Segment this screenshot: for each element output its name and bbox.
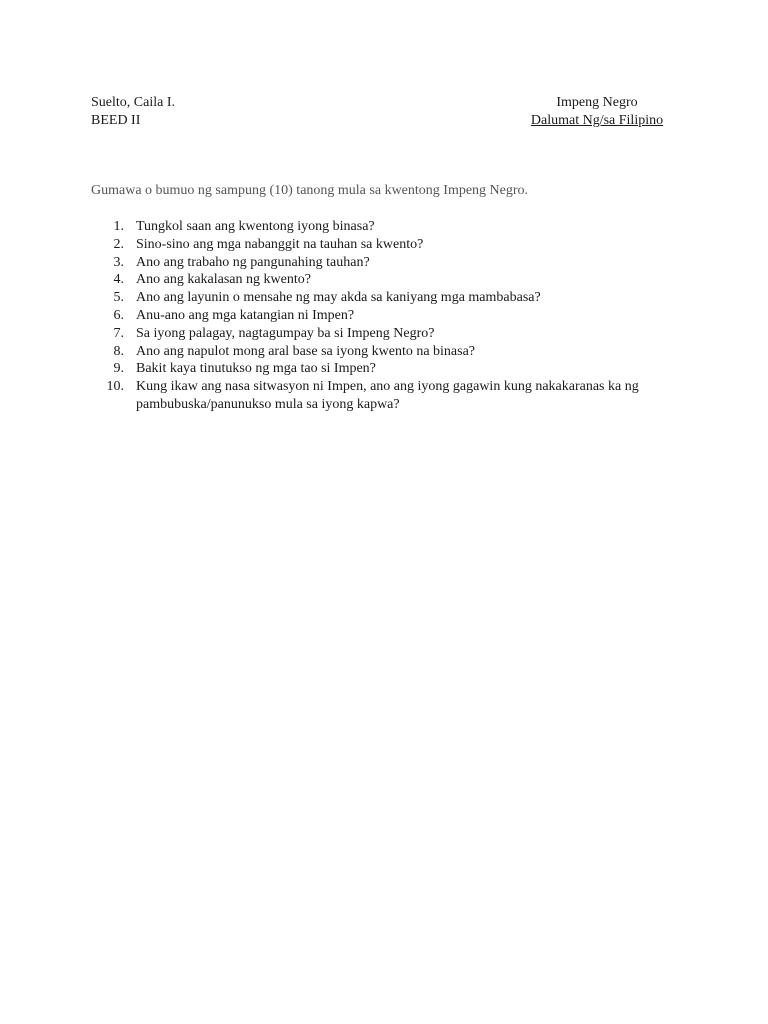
student-info	[91, 94, 175, 130]
question-text: Ano ang kakalasan ng kwento?	[136, 272, 311, 288]
question-item	[91, 218, 691, 236]
question-number: 1.	[113, 219, 124, 234]
question-item	[91, 378, 691, 414]
question-item	[91, 325, 691, 343]
course-name: Dalumat Ng/sa Filipino	[530, 113, 664, 128]
question-item	[91, 271, 691, 289]
story-title: Impeng Negro	[556, 95, 638, 110]
question-number: 2.	[113, 236, 124, 252]
instruction-text: Gumawa o bumuo ng sampung (10) tanong mula sa kwentong Impeng Negro.	[91, 183, 529, 198]
question-number: 3.	[113, 254, 124, 270]
student-name: Suelto, Caila I.	[91, 95, 175, 110]
assignment-info	[500, 94, 694, 130]
question-item	[91, 254, 691, 272]
question-text: Sa iyong palagay, nagtagumpay ba si Impeng Negro?	[136, 325, 435, 341]
question-number: 10.	[106, 379, 124, 395]
question-text: Bakit kaya tinutukso ng mga tao si Impen?	[136, 361, 376, 377]
question-item	[91, 289, 691, 307]
question-text: Tungkol saan ang kwentong iyong binasa?	[136, 219, 375, 234]
question-item	[91, 343, 691, 361]
question-number: 6.	[113, 307, 124, 323]
question-item	[91, 360, 691, 378]
question-item	[91, 236, 691, 254]
question-number: 5.	[113, 290, 124, 306]
student-program: BEED II	[91, 113, 141, 128]
question-number: 9.	[113, 361, 124, 377]
question-text: Kung ikaw ang nasa sitwasyon ni Impen, ano ang iyong gagawin kung nakakaranas ka ng pambubuska/panunukso mula sa iyong kapwa?	[136, 379, 639, 412]
question-number: 8.	[113, 343, 124, 359]
question-item	[91, 307, 691, 325]
question-text: Ano ang trabaho ng pangunahing tauhan?	[136, 254, 370, 270]
question-number: 4.	[113, 272, 124, 288]
question-number: 7.	[113, 325, 124, 341]
question-text: Ano ang napulot mong aral base sa iyong kwento na binasa?	[136, 343, 476, 359]
question-text: Anu-ano ang mga katangian ni Impen?	[136, 307, 355, 323]
question-list	[91, 218, 691, 414]
question-text: Ano ang layunin o mensahe ng may akda sa kaniyang mga mambabasa?	[136, 290, 541, 306]
question-text: Sino-sino ang mga nabanggit na tauhan sa kwento?	[136, 236, 424, 252]
